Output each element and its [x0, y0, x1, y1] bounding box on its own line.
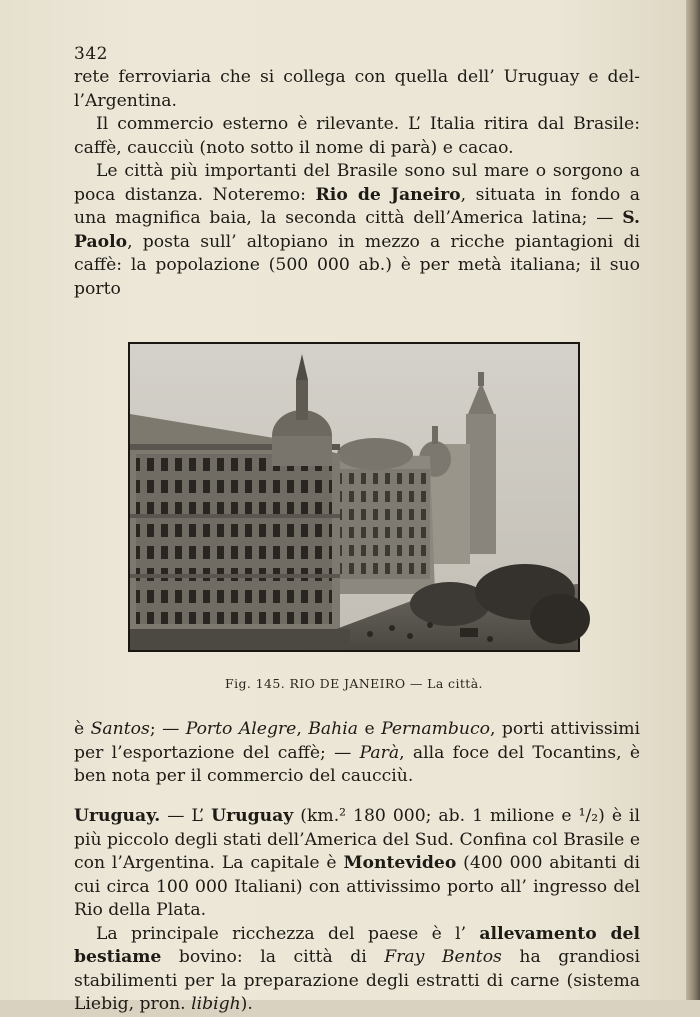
- paragraph-livestock: [74, 923, 640, 1017]
- caption-place: RIO DE JANEIRO: [289, 676, 406, 691]
- photo-rio-de-janeiro: [128, 342, 580, 652]
- ports-text-a: è: [74, 719, 91, 739]
- uruguay-term: Uruguay: [211, 806, 294, 826]
- ports-text-d: e: [357, 719, 382, 739]
- livestock-text-d: ).: [240, 994, 253, 1014]
- ports-text-f: , alla foce del Tocantins, è ben nota per il commercio del caucciù.: [74, 742, 640, 786]
- allevamento-term: allevamento del bestiame: [74, 923, 640, 967]
- s-paolo-term: S. Paolo: [74, 208, 640, 252]
- city-photo-illustration: [130, 344, 578, 650]
- santos-term: Santos: [90, 719, 150, 739]
- ports-text-c: ,: [296, 719, 309, 739]
- figure-caption: [128, 676, 580, 691]
- cities-text-b: , situata in fondo a una magnifica baia, la seconda città dell’America latina; —: [74, 184, 640, 228]
- uruguay-text-b: (km.² 180 000; ab. 1 milione e ¹/₂) è il più piccolo degli stati dell’America del Sud. Confina col Brasile e con l’Argentina. La capitale è: [74, 806, 640, 873]
- paragraph-cities: [74, 160, 640, 301]
- ports-text-b: ; —: [149, 719, 186, 739]
- rio-de-janeiro-term: Rio de Janeiro: [315, 184, 461, 205]
- uruguay-text-a: — L’: [160, 806, 212, 826]
- book-spine-edge: [686, 0, 700, 1000]
- cities-text-a: Le città più importanti del Brasile sono sul mare o sorgono a poca distanza. Noteremo:: [74, 161, 640, 205]
- paragraph-railway: rete ferroviaria che si collega con quella dell’ Uruguay e del-l’Argentina.: [74, 67, 640, 111]
- cities-text-c: , posta sull’ altopiano in mezzo a ricche piantagioni di caffè: la popolazione (500 000 ab.) è per metà italiana; il suo porto: [74, 231, 640, 299]
- page-number: 342: [74, 44, 108, 64]
- paragraph-commerce: Il commercio esterno è rilevante. L’ Italia ritira dal Brasile: caffè, caucciù (noto sotto il nome di parà) e cacao.: [74, 114, 640, 158]
- porto-alegre-term: Porto Alegre: [185, 719, 297, 739]
- livestock-text-c: ha grandiosi stabilimenti per la preparazione degli estratti di carne (sistema Liebig, pron.: [74, 947, 640, 1014]
- text-block-top: [74, 66, 640, 301]
- caption-label: Fig. 145.: [225, 676, 286, 691]
- paragraph-ports: [74, 718, 640, 789]
- fray-bentos-term: Fray Bentos: [384, 947, 502, 967]
- caption-rest: — La città.: [409, 676, 483, 691]
- ports-text-e: , porti attivissimi per l’esportazione del caffè; —: [74, 719, 640, 763]
- section-heading-uruguay: Uruguay.: [74, 806, 161, 826]
- para-term: Parà: [359, 742, 400, 763]
- paragraph-uruguay: [74, 805, 640, 923]
- livestock-text-b: bovino: la città di: [161, 947, 385, 967]
- uruguay-text-c: (400 000 abitanti di cui circa 100 000 Italiani) con attivissimo porto all’ ingresso del Rio della Plata.: [74, 853, 641, 920]
- text-block-ports: [74, 718, 640, 789]
- pernambuco-term: Pernambuco: [381, 719, 490, 739]
- livestock-text-a: La principale ricchezza del paese è l’: [96, 923, 480, 944]
- bahia-term: Bahia: [308, 719, 358, 739]
- libigh-term: libigh: [191, 994, 241, 1014]
- montevideo-term: Montevideo: [343, 853, 457, 873]
- text-block-uruguay: [74, 805, 640, 1017]
